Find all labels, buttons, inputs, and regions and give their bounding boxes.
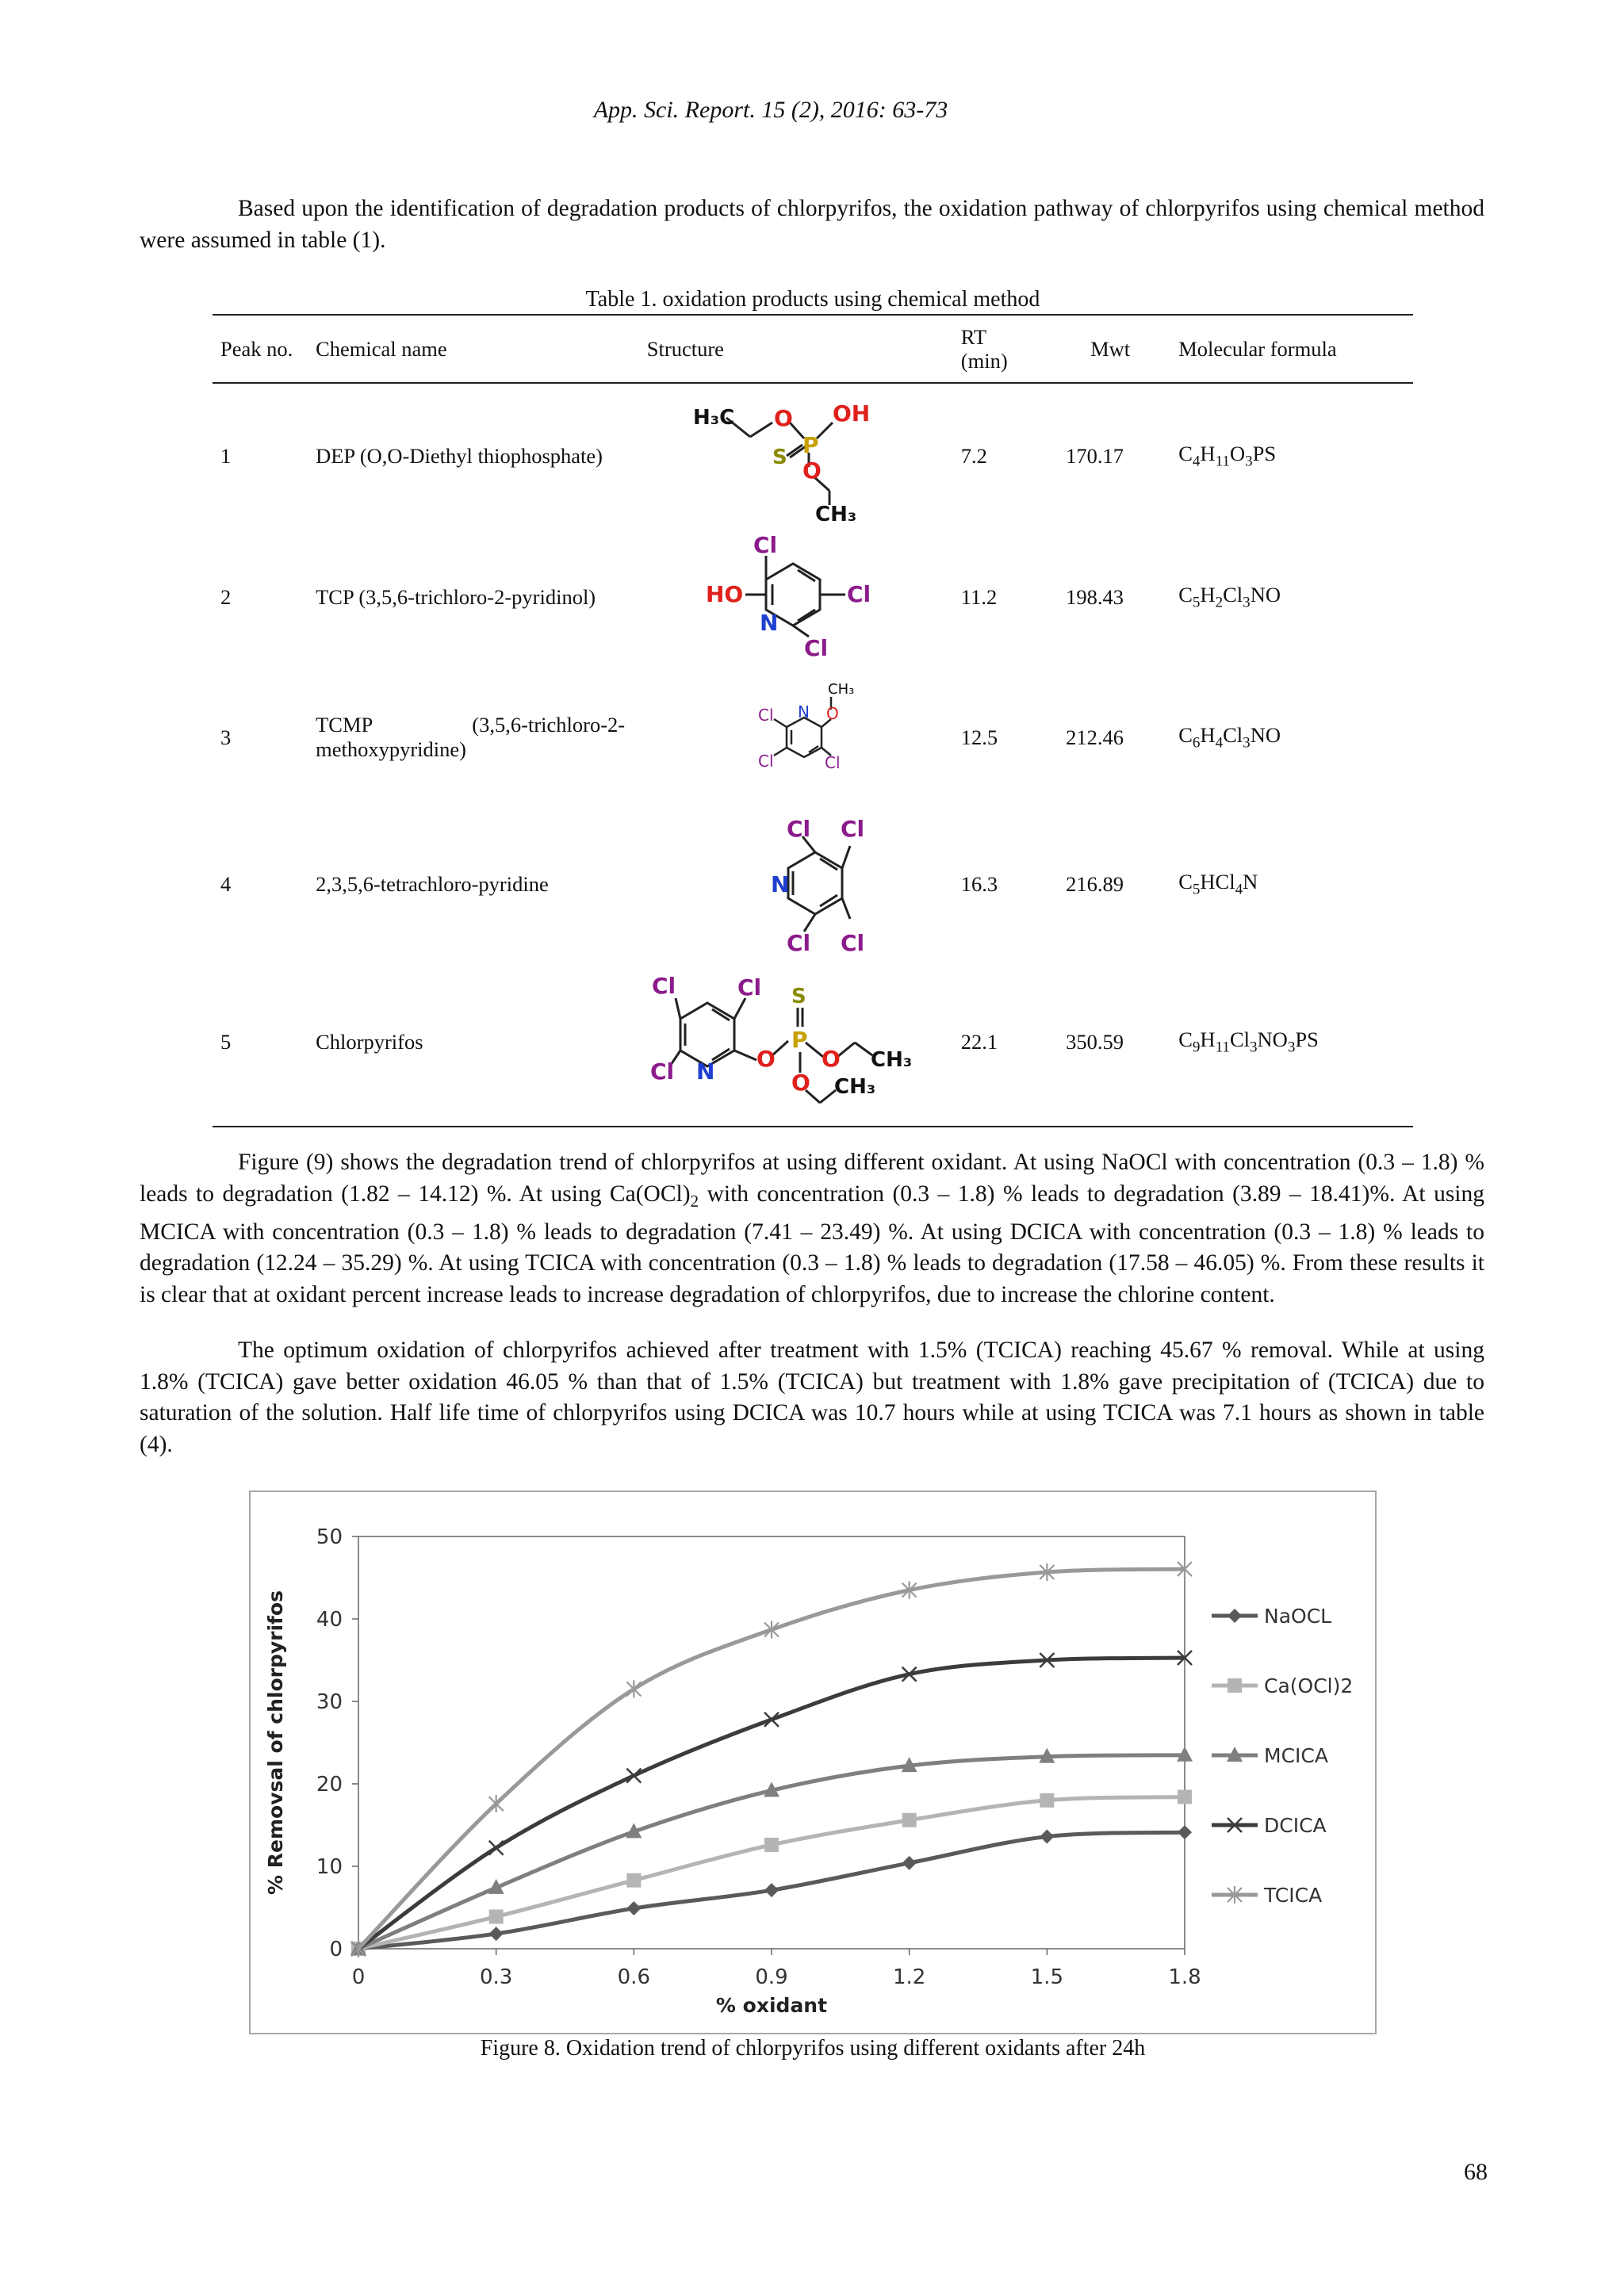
- chlorine-label: Cl: [757, 706, 774, 725]
- chlorine-label: Cl: [840, 816, 864, 842]
- ch3-label: CH₃: [827, 681, 855, 698]
- chlorine-label: Cl: [840, 930, 864, 955]
- figure-caption: Figure 8. Oxidation trend of chlorpyrifos using different oxidants after 24h: [480, 2036, 1146, 2061]
- series-line: [358, 1658, 1185, 1949]
- x-axis-label: % oxidant: [715, 1994, 828, 2017]
- optimum-paragraph: [140, 1335, 1484, 1460]
- ch3-label: CH₃: [814, 502, 857, 524]
- mwt-value: 350.59: [1066, 1030, 1124, 1054]
- molecular-formula: $C_6H_4Cl_3NO$: [1178, 722, 1281, 752]
- rt-value: 11.2: [960, 584, 998, 609]
- tcp-structure-image: [647, 534, 933, 660]
- legend-label: NaOCL: [1264, 1605, 1332, 1628]
- nitrogen-label: N: [770, 871, 790, 897]
- intro-paragraph: [140, 193, 1484, 256]
- chlorine-label: Cl: [824, 753, 841, 772]
- chlorine-label: Cl: [753, 534, 777, 558]
- chlorine-label: Cl: [786, 816, 810, 842]
- table-caption: Table 1. oxidation products using chemical method: [585, 287, 1040, 312]
- data-point: [489, 1927, 504, 1941]
- sulfur-label: S: [791, 984, 806, 1008]
- chemical-name: TCP (3,5,6-trichloro-2-pyridinol): [316, 584, 596, 609]
- rt-value: 7.2: [960, 444, 987, 468]
- peak-number: 2: [220, 584, 232, 609]
- header-name: Chemical name: [308, 315, 639, 383]
- oxygen-label: O: [825, 704, 839, 723]
- results-paragraph: [140, 1147, 1484, 1311]
- structure-cell: [639, 959, 956, 1127]
- header-mwt: Mwt: [1050, 315, 1170, 383]
- molecular-formula: $C_5HCl_4N$: [1178, 869, 1258, 898]
- nitrogen-label: N: [695, 1058, 715, 1085]
- oxidation-products-table: [213, 314, 1413, 1127]
- data-point: [489, 1795, 504, 1812]
- chlorine-label: Cl: [737, 974, 761, 1001]
- sulfur-label: S: [772, 445, 787, 469]
- x-tick-label: 0: [351, 1965, 366, 1989]
- phosphorus-label: P: [791, 1026, 808, 1053]
- molecular-formula: $C_4H_{11}O_3PS$: [1178, 442, 1277, 470]
- mwt-value: 216.89: [1066, 871, 1124, 896]
- rt-value: 12.5: [960, 725, 998, 749]
- phosphorus-label: P: [802, 431, 819, 458]
- data-point: [1040, 1830, 1054, 1844]
- legend-label: TCICA: [1264, 1884, 1323, 1907]
- header-rt-unit: (min): [960, 349, 1008, 373]
- oxygen-label: O: [773, 404, 793, 431]
- chemical-name: DEP (O,O-Diethyl thiophosphate): [316, 444, 603, 468]
- y-tick-label: 30: [316, 1690, 343, 1714]
- legend-label: MCICA: [1264, 1744, 1328, 1767]
- molecular-formula: $C_5H_2Cl_3NO$: [1178, 582, 1281, 611]
- tetrachloropyridine-structure-image: [647, 813, 933, 955]
- rt-value: 16.3: [960, 871, 998, 896]
- x-tick-label: 1.2: [892, 1965, 926, 1989]
- table-row: [213, 959, 1413, 1127]
- table-row: [213, 529, 1413, 665]
- data-point: [489, 1841, 504, 1855]
- chlorine-label: Cl: [803, 635, 828, 660]
- data-point: [902, 1813, 917, 1827]
- hydroxyl-label: OH: [832, 400, 871, 427]
- mwt-value: 198.43: [1066, 584, 1124, 609]
- y-axis-label: % Removsal of chlorpyrifos: [264, 1590, 287, 1895]
- mwt-value: 212.46: [1066, 725, 1124, 749]
- ch3-label: CH₃: [870, 1047, 913, 1072]
- y-tick-label: 40: [316, 1608, 343, 1632]
- chlorine-label: Cl: [786, 930, 810, 955]
- structure-cell: [639, 383, 956, 529]
- results-text-part2: with concentration (0.3 – 1.8) % leads to degradation (3.89 – 18.41)%. At using MCICA with concentration (0.3 – 1.8) % leads to degradation (7.41 – 23.49) %. At using DCICA with concentration (0.3 – 1.8) % leads to degradation (12.24 – 35.29) %. At using TCICA with concentration (0.3 – 1.8) % leads to degradation (17.58 – 46.05) %. From these results it is clear that at oxidant percent increase leads to increase degradation of chlorpyrifos, due to increase the chlorine content.: [140, 1181, 1485, 1307]
- series-ca-ocl-2: [351, 1674, 1353, 1956]
- legend-label: Ca(OCl)2: [1264, 1674, 1354, 1697]
- data-point: [1228, 1609, 1242, 1623]
- results-text-part1: Figure (9) shows the degradation trend of chlorpyrifos at using different oxidant. At using NaOCl with concentration (0.3 – 1.8) % leads to degradation (1.82 – 14.12) %. At using Ca(OCl): [140, 1150, 1484, 1207]
- table-row: [213, 665, 1413, 809]
- header-peak: Peak no.: [213, 315, 308, 383]
- peak-number: 4: [220, 871, 232, 896]
- rt-value: 22.1: [960, 1030, 998, 1054]
- oxidation-trend-chart: [251, 1492, 1375, 2033]
- y-tick-label: 50: [316, 1525, 343, 1549]
- chlorine-label: Cl: [757, 752, 774, 771]
- chlorine-label: Cl: [846, 581, 871, 607]
- table-header-row: [213, 315, 1413, 383]
- structure-cell: [639, 665, 956, 809]
- legend-label: DCICA: [1264, 1814, 1327, 1837]
- chemical-name: TCMP (3,5,6-trichloro-2- methoxypyridine): [316, 713, 626, 761]
- data-point: [626, 1680, 641, 1697]
- chemical-name: 2,3,5,6-tetrachloro-pyridine: [316, 871, 549, 896]
- header-formula: Molecular formula: [1170, 315, 1413, 383]
- oxygen-label-2: O: [802, 457, 822, 484]
- figure-8-frame: [249, 1490, 1377, 2034]
- mwt-value: 170.17: [1066, 444, 1124, 468]
- x-tick-label: 0.9: [755, 1965, 788, 1989]
- peak-number: 1: [220, 444, 232, 468]
- data-point: [1040, 1793, 1054, 1808]
- oxygen-label: O: [791, 1069, 810, 1096]
- data-point: [764, 1883, 779, 1897]
- data-point: [626, 1901, 641, 1915]
- molecular-formula: $C_9H_{11}Cl_3NO_3PS$: [1178, 1027, 1319, 1056]
- table-row: [213, 383, 1413, 529]
- oxygen-label: O: [821, 1045, 841, 1072]
- header-rt: [956, 315, 1050, 383]
- dep-structure-image: [647, 389, 933, 524]
- tcmp-structure-image: [647, 678, 933, 797]
- peak-number: 3: [220, 725, 232, 749]
- structure-cell: [639, 809, 956, 959]
- x-tick-label: 1.5: [1030, 1965, 1064, 1989]
- table-row: [213, 809, 1413, 959]
- hydroxyl-label: HO: [705, 581, 744, 607]
- header-rt-label: RT: [960, 325, 987, 349]
- data-point: [1178, 1790, 1192, 1804]
- h3c-label: H₃C: [692, 405, 735, 430]
- series-tcica: [351, 1560, 1322, 1957]
- x-tick-label: 0.3: [479, 1965, 513, 1989]
- peak-number: 5: [220, 1030, 232, 1054]
- y-tick-label: 20: [316, 1773, 343, 1797]
- data-point: [1178, 1825, 1192, 1839]
- page-number: 68: [1464, 2159, 1488, 2185]
- header-structure: Structure: [639, 315, 956, 383]
- chlorpyrifos-structure-image: [647, 963, 948, 1122]
- data-point: [1228, 1678, 1242, 1693]
- nitrogen-label: N: [759, 610, 779, 636]
- chemical-name: Chlorpyrifos: [316, 1030, 423, 1054]
- running-header: App. Sci. Report. 15 (2), 2016: 63-73: [593, 97, 948, 123]
- x-tick-label: 0.6: [617, 1965, 651, 1989]
- nitrogen-label: N: [797, 702, 810, 721]
- structure-cell: [639, 529, 956, 665]
- data-point: [489, 1910, 504, 1924]
- chlorine-label: Cl: [649, 1058, 674, 1085]
- data-point: [764, 1838, 779, 1852]
- optimum-text: The optimum oxidation of chlorpyrifos achieved after treatment with 1.5% (TCICA) reaching 45.67 % removal. While at using 1.8% (TCICA) gave better oxidation 46.05 % than that of 1.5% (TCICA) but treatment with 1.8% gave precipitation of (TCICA) due to saturation of the solution. Half life time of chlorpyrifos using DCICA was 10.7 hours while at using TCICA was 7.1 hours as shown in table (4).: [140, 1337, 1484, 1457]
- x-tick-label: 1.8: [1168, 1965, 1201, 1989]
- ch3-label: CH₃: [833, 1074, 876, 1099]
- data-point: [902, 1856, 917, 1870]
- y-tick-label: 0: [329, 1938, 343, 1961]
- data-point: [626, 1873, 641, 1888]
- results-subscript: 2: [690, 1191, 699, 1211]
- data-point: [626, 1769, 641, 1783]
- oxygen-label: O: [756, 1045, 776, 1072]
- intro-text: Based upon the identification of degradation products of chlorpyrifos, the oxidation pathway of chlorpyrifos using chemical method were assumed in table (1).: [140, 196, 1484, 253]
- y-tick-label: 10: [316, 1855, 343, 1879]
- chlorine-label: Cl: [651, 972, 676, 999]
